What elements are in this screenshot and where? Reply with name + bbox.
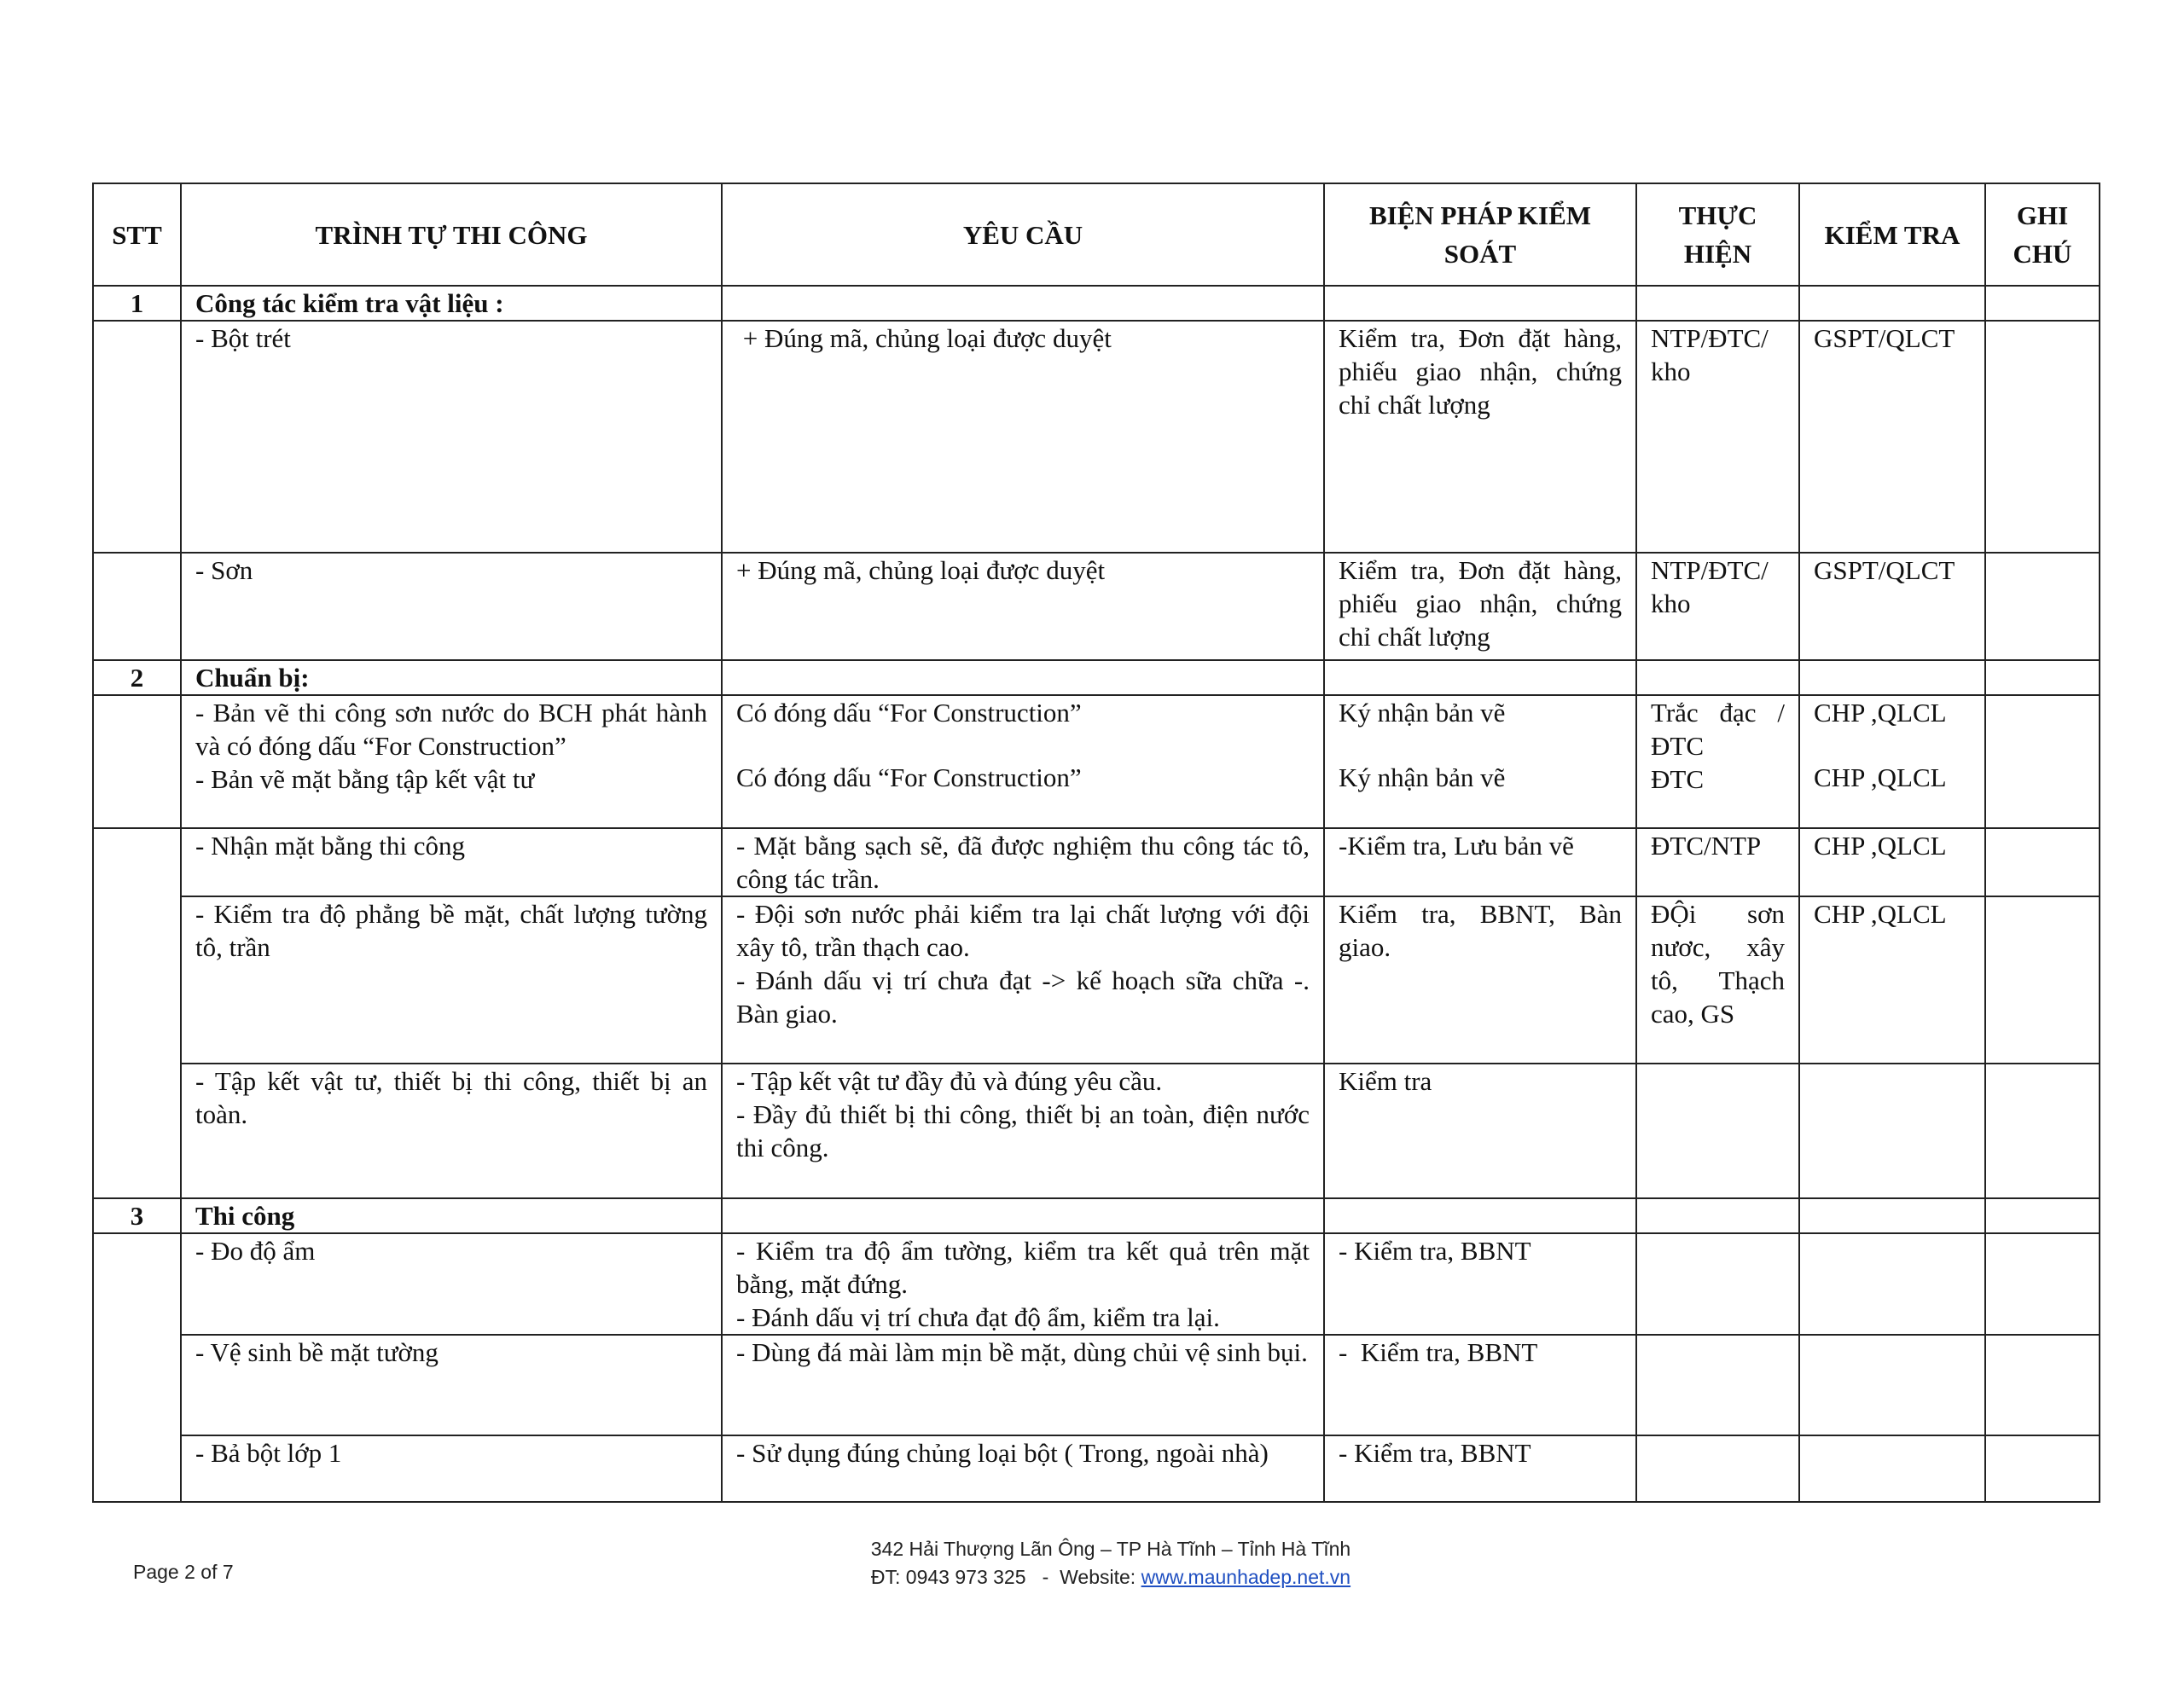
exec-cell — [1636, 695, 1799, 828]
section-row — [93, 286, 2100, 321]
control-cell: -Kiểm tra, Lưu bản vẽ — [1324, 828, 1636, 896]
exec-cell: NTP/ĐTC/ kho — [1636, 321, 1799, 553]
table-row — [93, 695, 2100, 828]
control-cell: - Kiểm tra, BBNT — [1324, 1335, 1636, 1435]
task-line: - Bản vẽ thi công sơn nước do BCH phát hành và có đóng dấu “For Construction” — [195, 698, 707, 761]
requirement-line: - Đội sơn nước phải kiểm tra lại chất lượng với đội xây tô, trần thạch cao. — [736, 899, 1310, 962]
construction-procedure-table — [92, 183, 2100, 1503]
section-title: Chuẩn bị: — [181, 660, 722, 695]
table-row — [93, 828, 2100, 896]
header-note — [1985, 183, 2100, 286]
check-cell: GSPT/QLCT — [1799, 553, 1985, 660]
requirement-line: - Đầy đủ thiết bị thi công, thiết bị an toàn, điện nước thi công. — [736, 1099, 1310, 1162]
check-cell: CHP ,QLCL — [1799, 828, 1985, 896]
note-cell — [1985, 828, 2100, 896]
footer-address: 342 Hải Thượng Lãn Ông – TP Hà Tĩnh – Tỉnh Hà Tĩnh — [870, 1538, 1351, 1560]
note-cell — [1985, 321, 2100, 553]
footer-phone: ĐT: 0943 973 325 - Website: — [870, 1566, 1141, 1588]
check-cell — [1799, 695, 1985, 828]
control-cell: - Kiểm tra, BBNT — [1324, 1435, 1636, 1502]
exec-cell — [1636, 1064, 1799, 1198]
task-cell: - Tập kết vật tư, thiết bị thi công, thiết bị an toàn. — [181, 1064, 722, 1198]
header-note-line1: GHI — [2016, 200, 2069, 230]
check-cell — [1799, 1233, 1985, 1335]
exec-line: Trắc đạc / ĐTC — [1651, 698, 1785, 761]
control-cell: - Kiểm tra, BBNT — [1324, 1233, 1636, 1335]
task-cell: - Nhận mặt bằng thi công — [181, 828, 722, 896]
header-sequence: TRÌNH TỰ THI CÔNG — [181, 183, 722, 286]
requirement-cell: - Dùng đá mài làm mịn bề mặt, dùng chủi vệ sinh bụi. — [722, 1335, 1324, 1435]
section-row — [93, 660, 2100, 695]
requirement-line: Có đóng dấu “For Construction” — [736, 698, 1082, 728]
task-cell: - Kiểm tra độ phẳng bề mặt, chất lượng tường tô, trần — [181, 896, 722, 1064]
requirement-cell: + Đúng mã, chủng loại được duyệt — [722, 321, 1324, 553]
table-row — [93, 1233, 2100, 1335]
note-cell — [1985, 1435, 2100, 1502]
header-check: KIỂM TRA — [1799, 183, 1985, 286]
task-line: - Bản vẽ mặt bằng tập kết vật tư — [195, 764, 535, 794]
task-cell: - Bả bột lớp 1 — [181, 1435, 722, 1502]
header-exec — [1636, 183, 1799, 286]
header-stt: STT — [93, 183, 181, 286]
requirement-cell — [722, 896, 1324, 1064]
note-cell — [1985, 553, 2100, 660]
control-line: Ký nhận bản vẽ — [1339, 762, 1506, 792]
control-cell: Kiểm tra, BBNT, Bàn giao. — [1324, 896, 1636, 1064]
section-number: 3 — [93, 1198, 181, 1233]
requirement-cell: - Mặt bằng sạch sẽ, đã được nghiệm thu công tác tô, công tác trần. — [722, 828, 1324, 896]
exec-cell — [1636, 1233, 1799, 1335]
control-cell — [1324, 695, 1636, 828]
check-line: CHP ,QLCL — [1814, 698, 1947, 728]
section-row — [93, 1198, 2100, 1233]
table-row — [93, 896, 2100, 1064]
requirement-cell — [722, 1064, 1324, 1198]
check-line: CHP ,QLCL — [1814, 762, 1947, 792]
header-control — [1324, 183, 1636, 286]
note-cell — [1985, 1233, 2100, 1335]
table-row — [93, 321, 2100, 553]
check-cell: GSPT/QLCT — [1799, 321, 1985, 553]
exec-line: ĐTC — [1651, 764, 1704, 794]
task-cell: - Vệ sinh bề mặt tường — [181, 1335, 722, 1435]
header-requirement: YÊU CẦU — [722, 183, 1324, 286]
header-control-line2: SOÁT — [1443, 239, 1517, 269]
header-control-line1: BIỆN PHÁP KIỂM — [1368, 200, 1592, 230]
section-title: Thi công — [181, 1198, 722, 1233]
task-cell: - Sơn — [181, 553, 722, 660]
control-cell: Kiểm tra, Đơn đặt hàng, phiếu giao nhận, chứng chỉ chất lượng — [1324, 321, 1636, 553]
section-number: 1 — [93, 286, 181, 321]
note-cell — [1985, 1335, 2100, 1435]
note-cell — [1985, 1064, 2100, 1198]
requirement-line: - Tập kết vật tư đầy đủ và đúng yêu cầu. — [736, 1066, 1163, 1096]
requirement-cell — [722, 1233, 1324, 1335]
table-row — [93, 1064, 2100, 1198]
requirement-cell: + Đúng mã, chủng loại được duyệt — [722, 553, 1324, 660]
task-cell: - Đo độ ẩm — [181, 1233, 722, 1335]
section-title: Công tác kiểm tra vật liệu : — [181, 286, 722, 321]
task-cell: - Bột trét — [181, 321, 722, 553]
header-exec-line2: HIỆN — [1683, 239, 1752, 269]
header-note-line2: CHÚ — [2013, 239, 2072, 269]
exec-cell — [1636, 1335, 1799, 1435]
exec-cell: ĐỘi sơn nươc, xây tô, Thạch cao, GS — [1636, 896, 1799, 1064]
footer-contact — [838, 1535, 1384, 1591]
table-row — [93, 553, 2100, 660]
control-cell: Kiểm tra — [1324, 1064, 1636, 1198]
exec-cell — [1636, 1435, 1799, 1502]
table-row — [93, 1435, 2100, 1502]
check-cell — [1799, 1435, 1985, 1502]
table-row — [93, 1335, 2100, 1435]
requirement-cell — [722, 695, 1324, 828]
section-number: 2 — [93, 660, 181, 695]
header-exec-line1: THỰC — [1678, 200, 1757, 230]
check-cell — [1799, 1064, 1985, 1198]
page-number: Page 2 of 7 — [133, 1561, 234, 1583]
exec-cell: NTP/ĐTC/ kho — [1636, 553, 1799, 660]
requirement-line: - Kiểm tra độ ẩm tường, kiểm tra kết quả trên mặt bằng, mặt đứng. — [736, 1236, 1310, 1299]
note-cell — [1985, 695, 2100, 828]
website-link[interactable]: www.maunhadep.net.vn — [1141, 1566, 1351, 1588]
note-cell — [1985, 896, 2100, 1064]
control-line: Ký nhận bản vẽ — [1339, 698, 1506, 728]
check-cell — [1799, 1335, 1985, 1435]
check-cell: CHP ,QLCL — [1799, 896, 1985, 1064]
header-row — [93, 183, 2100, 286]
task-cell — [181, 695, 722, 828]
control-cell: Kiểm tra, Đơn đặt hàng, phiếu giao nhận, chứng chỉ chất lượng — [1324, 553, 1636, 660]
requirement-cell: - Sử dụng đúng chủng loại bột ( Trong, ngoài nhà) — [722, 1435, 1324, 1502]
requirement-line: Có đóng dấu “For Construction” — [736, 762, 1082, 792]
exec-cell: ĐTC/NTP — [1636, 828, 1799, 896]
requirement-line: - Đánh dấu vị trí chưa đạt độ ẩm, kiểm tra lại. — [736, 1302, 1220, 1332]
requirement-line: - Đánh dấu vị trí chưa đạt -> kế hoạch sữa chữa -. Bàn giao. — [736, 965, 1310, 1029]
